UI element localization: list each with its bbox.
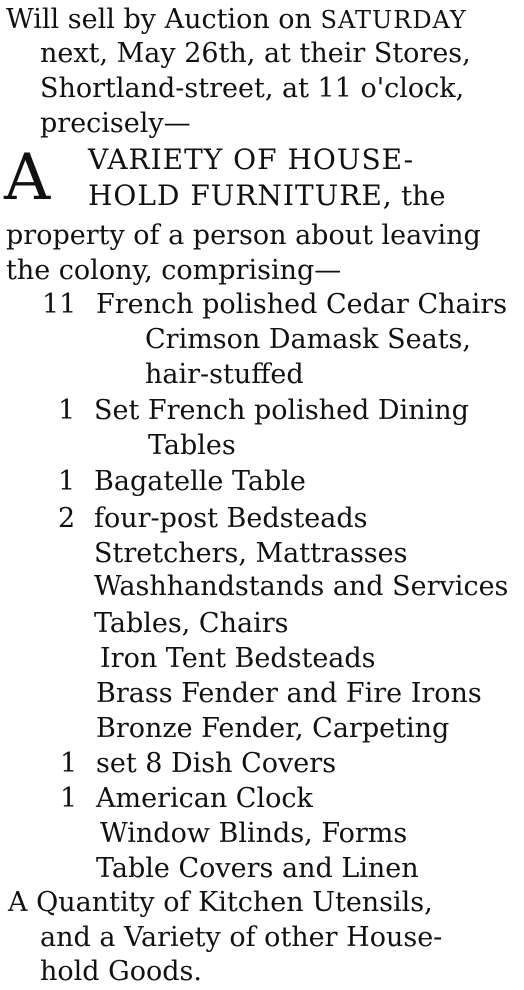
item-1-qty: 11: [42, 289, 77, 320]
auction-day: SATURDAY: [320, 6, 467, 34]
item-11-line-1: set 8 Dish Covers: [96, 748, 337, 779]
item-5-line-1: Stretchers, Mattrasses: [94, 538, 408, 569]
intro-line-1-prefix: Will sell by Auction on: [6, 4, 312, 35]
item-1-line-2: Crimson Damask Seats,: [145, 324, 471, 355]
intro-line-4: precisely—: [40, 108, 191, 139]
item-1-line-1: French polished Cedar Chairs: [96, 289, 508, 320]
drop-cap: A: [4, 141, 51, 215]
closing-line-1: A Quantity of Kitchen Utensils,: [8, 887, 433, 918]
heading-line-2-caps: HOLD FURNITURE,: [88, 179, 393, 212]
heading-line-2-tail: the: [401, 181, 446, 212]
item-8-line-1: Iron Tent Bedsteads: [100, 643, 376, 674]
item-10-line-1: Bronze Fender, Carpeting: [96, 713, 450, 744]
item-9-line-1: Brass Fender and Fire Irons: [96, 678, 482, 709]
closing-line-2: and a Variety of other House-: [40, 922, 443, 953]
item-2-line-1: Set French polished Dining: [94, 395, 469, 426]
item-4-line-1: four-post Bedsteads: [94, 503, 368, 534]
item-12-line-1: American Clock: [96, 783, 313, 814]
item-12-qty: 1: [60, 783, 78, 814]
heading-line-1: VARIETY OF HOUSE-: [88, 143, 415, 176]
item-7-line-1: Tables, Chairs: [94, 608, 289, 639]
item-2-line-2: Tables: [148, 430, 236, 461]
item-13-line-1: Window Blinds, Forms: [100, 818, 408, 849]
heading-line-2: [88, 179, 446, 212]
intro-line-3: Shortland-street, at 11 o'clock,: [40, 73, 465, 104]
item-2-qty: 1: [58, 395, 76, 426]
item-3-qty: 1: [58, 466, 76, 497]
item-3-line-1: Bagatelle Table: [94, 466, 306, 497]
description-line-1: property of a person about leaving: [6, 220, 481, 251]
item-6-line-1: Washhandstands and Services: [94, 571, 509, 602]
item-4-qty: 2: [58, 503, 76, 534]
item-11-qty: 1: [60, 748, 78, 779]
description-line-2: the colony, comprising—: [6, 255, 342, 286]
item-1-line-3: hair-stuffed: [145, 359, 304, 390]
intro-line-1: [6, 6, 467, 33]
intro-line-2: next, May 26th, at their Stores,: [40, 38, 471, 69]
item-14-line-1: Table Covers and Linen: [96, 853, 419, 884]
closing-line-3: hold Goods.: [40, 956, 202, 987]
